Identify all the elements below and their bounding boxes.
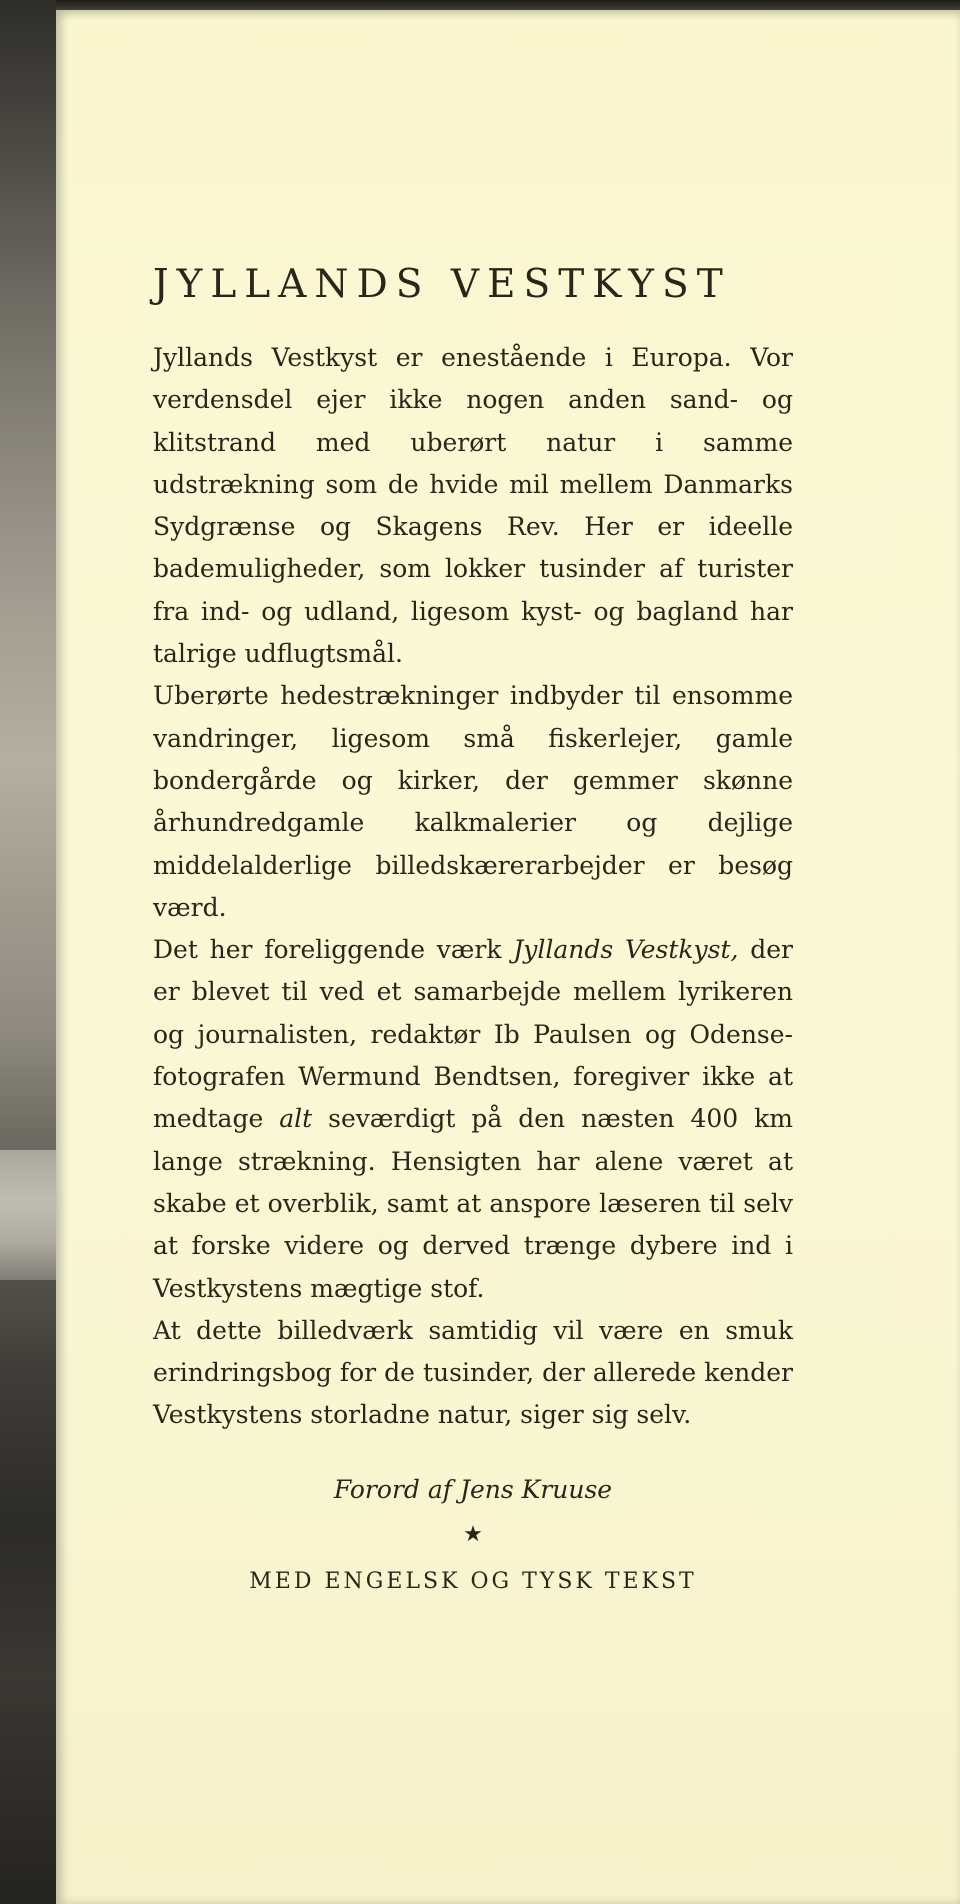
- book-spine: [0, 0, 56, 1904]
- paragraph-heath: [153, 675, 793, 929]
- paragraph-closing-text: At dette billedværk samtidig vil være en smuk erindringsbog for de tusinder, der allerede kender Vestkystens storladne natur, siger sig selv.: [153, 1315, 793, 1430]
- flap-text: [153, 262, 793, 1594]
- spine-photo-strip: [0, 1150, 56, 1280]
- book-title: JYLLANDS VESTKYST: [153, 262, 731, 307]
- paragraph-work-emphasis: alt: [279, 1104, 313, 1134]
- paragraph-work-text-1: Det her foreliggende værk: [153, 935, 514, 965]
- paragraph-intro-text: Jyllands Vestkyst er enestående i Europa. Vor verdensdel ejer ikke nogen anden sand- og klitstrand med uberørt natur i samme udstrækning som de hvide mil mellem Danmarks Sydgrænse og Skagens Rev. Her er ideelle bademuligheder, som lokker tusinder af turister fra ind- og udland, ligesom kyst- og bagland har talrige udflugtsmål.: [153, 343, 793, 669]
- foreword-credit: Forord af Jens Kruuse: [333, 1474, 613, 1504]
- star-ornament: ★: [463, 1521, 483, 1547]
- paragraph-work-text-2: der er blevet til ved et samarbejde mellem lyrikeren og journalisten, redaktør Ib Paulsen og Odense-fotografen Wermund Bendtsen, foregiver ikke at medtage: [153, 935, 794, 1134]
- language-note: MED ENGELSK OG TYSK TEKST: [249, 1568, 697, 1594]
- paragraph-work: [153, 929, 793, 1310]
- paragraph-work-text-3: seværdigt på den næsten 400 km lange strækning. Hensigten har alene været at skabe et overblik, samt at ansporе læseren til selv at forske videre og derved trænge dybere ind i Vestkystens mægtige stof.: [153, 1104, 793, 1303]
- paragraph-intro: [153, 337, 793, 675]
- paragraph-heath-text: Uberørte hedestrækninger indbyder til ensomme vandringer, ligesom små fiskerlejer, gamle bondergårde og kirker, der gemmer skønne århundredgamle kalkmalerier og dejlige middelalderlige billedskærerarbejder er besøg værd.: [153, 681, 793, 922]
- paragraph-work-book-title: Jyllands Vestkyst,: [513, 935, 739, 965]
- paragraph-closing: [153, 1310, 793, 1437]
